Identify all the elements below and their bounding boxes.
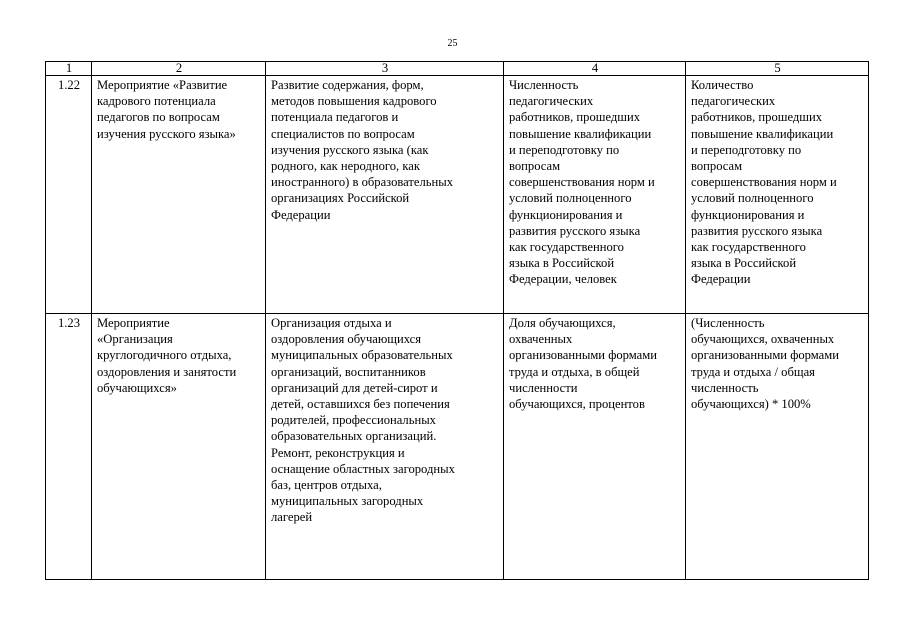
column-header-2: 2 [92, 62, 266, 76]
row-number: 1.22 [46, 76, 92, 314]
event-name-cell: Мероприятие «Развитие кадрового потенциала педагогов по вопросам изучения русского языка» [92, 76, 266, 314]
measures-table [45, 61, 869, 580]
column-header-3: 3 [266, 62, 504, 76]
column-header-4: 4 [504, 62, 686, 76]
indicator-cell: Численность педагогических работников, прошедших повышение квалификации и переподготовку по вопросам совершенствования норм и условий полноценного функционирования и развития русского языка как государственного языка в Российской Федерации, человек [504, 76, 686, 314]
event-name-cell: Мероприятие «Организация круглогодичного отдыха, оздоровления и занятости обучающихся» [92, 314, 266, 580]
row-number: 1.23 [46, 314, 92, 580]
table-row [46, 314, 869, 580]
indicator-cell: Доля обучающихся, охваченных организованными формами труда и отдыха, в общей численности обучающихся, процентов [504, 314, 686, 580]
page-number: 25 [447, 38, 458, 49]
column-header-5: 5 [686, 62, 869, 76]
event-content-cell: Организация отдыха и оздоровления обучающихся муниципальных образовательных организаций, воспитанников организаций для детей-сирот и детей, оставшихся без попечения родителей, профессиональных образовательных организаций. Ремонт, реконструкция и оснащение областных загородных баз, центров отдыха, муниципальных загородных лагерей [266, 314, 504, 580]
calculation-method-cell: Количество педагогических работников, прошедших повышение квалификации и переподготовку по вопросам совершенствования норм и условий полноценного функционирования и развития русского языка как государственного языка в Российской Федерации [686, 76, 869, 314]
event-content-cell: Развитие содержания, форм, методов повышения кадрового потенциала педагогов и специалистов по вопросам изучения русского языка (как родного, как неродного, как иностранного) в образовательных организациях Российской Федерации [266, 76, 504, 314]
column-number-row [46, 62, 869, 76]
calculation-method-cell: (Численность обучающихся, охваченных организованными формами труда и отдыха / общая численность обучающихся) * 100% [686, 314, 869, 580]
column-header-1: 1 [46, 62, 92, 76]
table-row [46, 76, 869, 314]
